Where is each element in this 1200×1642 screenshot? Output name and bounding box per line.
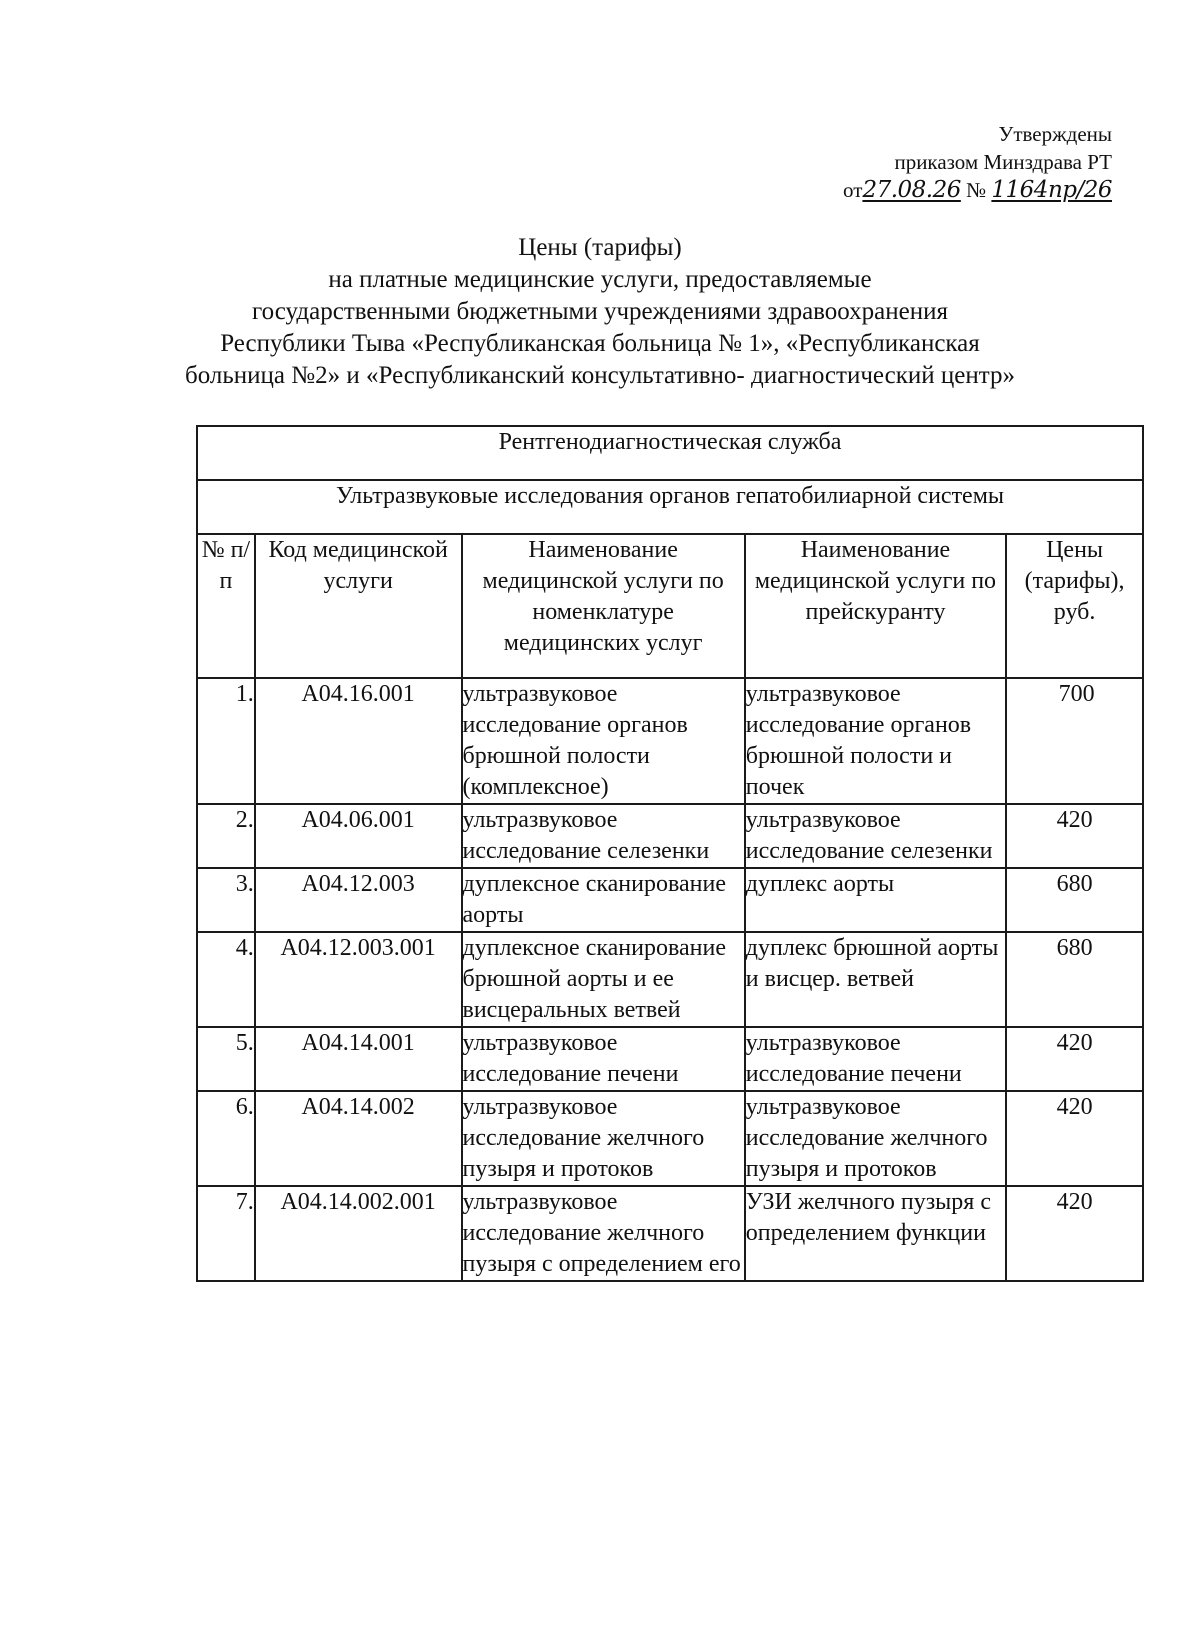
- row-num: 4.: [197, 932, 255, 1027]
- row-name-nomenclature: ультразвуковое исследование печени: [462, 1027, 745, 1091]
- row-name-pricelist: ультразвуковое исследование селезенки: [745, 804, 1006, 868]
- subsection-title: Ультразвуковые исследования органов гепатобилиарной системы: [197, 480, 1143, 534]
- row-num: 7.: [197, 1186, 255, 1281]
- row-num: 3.: [197, 868, 255, 932]
- row-code: A04.06.001: [255, 804, 462, 868]
- row-code: A04.16.001: [255, 678, 462, 804]
- row-num: 6.: [197, 1091, 255, 1186]
- table-header-row: [197, 534, 1143, 678]
- approval-order-issuer: приказом Минздрава РТ: [894, 150, 1112, 174]
- section-title: Рентгенодиагностическая служба: [197, 426, 1143, 480]
- row-name-nomenclature: ультразвуковое исследование желчного пузыря и протоков: [462, 1091, 745, 1186]
- tariff-table: [196, 425, 1144, 1282]
- row-code: A04.12.003.001: [255, 932, 462, 1027]
- row-price: 420: [1006, 1027, 1143, 1091]
- approval-from-prefix: от: [843, 178, 863, 202]
- row-name-pricelist: дуплекс брюшной аорты и висцер. ветвей: [745, 932, 1006, 1027]
- row-price: 680: [1006, 932, 1143, 1027]
- row-price: 420: [1006, 1091, 1143, 1186]
- row-num: 2.: [197, 804, 255, 868]
- header-code: Код медицинской услуги: [255, 534, 462, 678]
- row-name-nomenclature: ультразвуковое исследование желчного пузыря с определением его: [462, 1186, 745, 1281]
- row-price: 680: [1006, 868, 1143, 932]
- table-row: [197, 678, 1143, 804]
- title-line-1: Цены (тарифы): [518, 234, 682, 261]
- title-line-4: Республики Тыва «Республиканская больница № 1», «Республиканская: [220, 330, 980, 357]
- row-code: A04.14.002: [255, 1091, 462, 1186]
- row-num: 1.: [197, 678, 255, 804]
- row-name-pricelist: дуплекс аорты: [745, 868, 1006, 932]
- document-title: [150, 232, 1050, 392]
- table-row: [197, 868, 1143, 932]
- row-price: 700: [1006, 678, 1143, 804]
- header-price: Цены (тарифы), руб.: [1006, 534, 1143, 678]
- row-name-nomenclature: дуплексное сканирование брюшной аорты и ее висцеральных ветвей: [462, 932, 745, 1027]
- header-name-pricelist: Наименование медицинской услуги по прейскуранту: [745, 534, 1006, 678]
- row-name-nomenclature: дуплексное сканирование аорты: [462, 868, 745, 932]
- row-name-pricelist: ультразвуковое исследование желчного пузыря и протоков: [745, 1091, 1006, 1186]
- approval-order-line: [843, 176, 1112, 204]
- approval-number-sign: №: [966, 178, 987, 202]
- table-row: [197, 1186, 1143, 1281]
- section-row: [197, 426, 1143, 480]
- table-row: [197, 1027, 1143, 1091]
- table-row: [197, 1091, 1143, 1186]
- header-num: № п/п: [197, 534, 255, 678]
- title-line-2: на платные медицинские услуги, предоставляемые: [328, 266, 872, 293]
- approval-stamp: [843, 120, 1112, 204]
- row-code: A04.14.001: [255, 1027, 462, 1091]
- row-code: A04.14.002.001: [255, 1186, 462, 1281]
- row-price: 420: [1006, 804, 1143, 868]
- row-name-pricelist: ультразвуковое исследование органов брюшной полости и почек: [745, 678, 1006, 804]
- subsection-row: [197, 480, 1143, 534]
- approval-number-handwritten: 1164пр/26: [991, 177, 1112, 203]
- approval-date-handwritten: 27.08.26: [862, 177, 961, 203]
- table-row: [197, 932, 1143, 1027]
- title-line-5: больница №2» и «Республиканский консультативно- диагностический центр»: [185, 362, 1015, 389]
- row-num: 5.: [197, 1027, 255, 1091]
- table-row: [197, 804, 1143, 868]
- row-name-nomenclature: ультразвуковое исследование органов брюшной полости (комплексное): [462, 678, 745, 804]
- row-price: 420: [1006, 1186, 1143, 1281]
- row-code: A04.12.003: [255, 868, 462, 932]
- row-name-pricelist: ультразвуковое исследование печени: [745, 1027, 1006, 1091]
- row-name-nomenclature: ультразвуковое исследование селезенки: [462, 804, 745, 868]
- row-name-pricelist: УЗИ желчного пузыря с определением функции: [745, 1186, 1006, 1281]
- approval-heading: Утверждены: [998, 122, 1112, 146]
- header-name-nomenclature: Наименование медицинской услуги по номенклатуре медицинских услуг: [462, 534, 745, 678]
- title-line-3: государственными бюджетными учреждениями здравоохранения: [251, 298, 949, 325]
